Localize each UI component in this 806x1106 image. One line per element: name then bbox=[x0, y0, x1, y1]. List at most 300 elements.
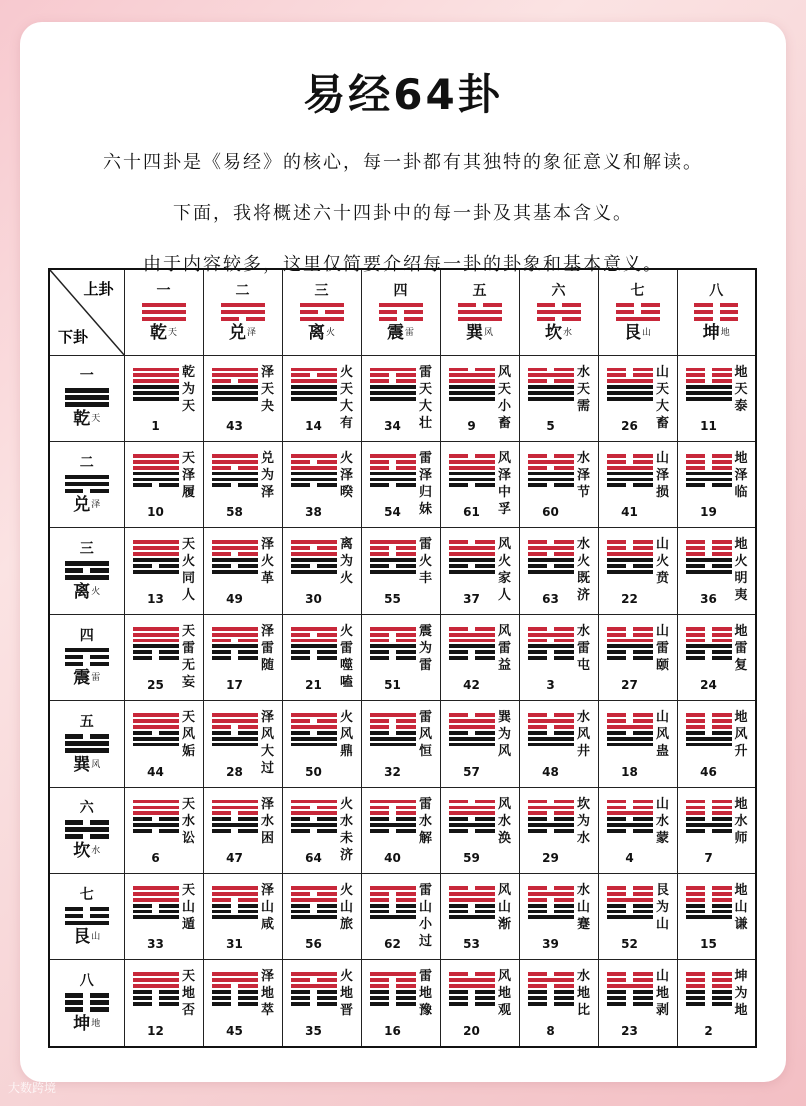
yang-line bbox=[370, 627, 416, 631]
yang-line bbox=[65, 482, 109, 487]
yin-line bbox=[686, 627, 732, 631]
trigram-char: 震 bbox=[73, 668, 91, 689]
yin-line bbox=[607, 627, 653, 631]
hexagram-cell bbox=[598, 528, 677, 614]
yin-line bbox=[686, 633, 732, 637]
trigram-symbol bbox=[616, 303, 660, 322]
yang-line bbox=[300, 303, 344, 308]
yang-line bbox=[291, 811, 337, 815]
yin-line bbox=[449, 990, 495, 994]
yang-line bbox=[370, 713, 416, 717]
yin-line bbox=[528, 886, 574, 890]
hexagram-number: 49 bbox=[226, 591, 243, 606]
yang-line bbox=[370, 570, 416, 574]
hexagram-symbol bbox=[528, 798, 574, 835]
yang-line bbox=[686, 385, 732, 389]
yin-line bbox=[133, 731, 179, 735]
hexagram-number: 63 bbox=[542, 591, 559, 606]
yang-line bbox=[133, 915, 179, 919]
hexagram-symbol bbox=[528, 625, 574, 662]
hexagram-cell bbox=[440, 787, 519, 873]
hexagram-number: 27 bbox=[621, 678, 638, 693]
upper-trigram-header bbox=[203, 269, 282, 355]
hexagram-name: 水风井 bbox=[576, 710, 590, 760]
hexagram-symbol bbox=[370, 711, 416, 748]
hexagram-name: 泽水困 bbox=[260, 796, 274, 846]
yang-line bbox=[291, 570, 337, 574]
hexagram-symbol bbox=[607, 970, 653, 1007]
yang-line bbox=[212, 546, 258, 550]
hexagram-symbol bbox=[133, 798, 179, 835]
yin-line bbox=[291, 806, 337, 810]
hexagram-cell bbox=[124, 787, 203, 873]
hexagram-cell bbox=[124, 441, 203, 527]
hexagram-number: 16 bbox=[384, 1024, 401, 1038]
hexagram-cell bbox=[282, 355, 361, 441]
yin-line bbox=[607, 656, 653, 660]
yin-line bbox=[694, 303, 738, 308]
trigram-element: 地 bbox=[91, 1018, 101, 1029]
table-row bbox=[49, 873, 756, 959]
trigram-symbol bbox=[300, 303, 344, 322]
hexagram-name: 泽山咸 bbox=[260, 882, 274, 932]
hexagram-name: 地雷复 bbox=[734, 623, 748, 673]
trigram-char: 离 bbox=[307, 323, 325, 343]
hexagram-symbol bbox=[607, 884, 653, 921]
yin-line bbox=[212, 904, 258, 908]
yin-line bbox=[449, 829, 495, 833]
yang-line bbox=[686, 391, 732, 395]
yin-line bbox=[449, 483, 495, 487]
yang-line bbox=[212, 472, 258, 476]
trigram-element: 地 bbox=[720, 328, 730, 338]
yin-line bbox=[370, 552, 416, 556]
yin-line bbox=[291, 1002, 337, 1006]
table-row bbox=[49, 960, 756, 1047]
yang-line bbox=[528, 892, 574, 896]
yin-line bbox=[607, 540, 653, 544]
yin-line bbox=[686, 540, 732, 544]
trigram-symbol bbox=[65, 648, 109, 667]
yin-line bbox=[449, 713, 495, 717]
yin-line bbox=[291, 650, 337, 654]
yin-line bbox=[528, 800, 574, 804]
hexagram-name: 风火家人 bbox=[497, 537, 511, 604]
yang-line bbox=[607, 570, 653, 574]
yin-line bbox=[212, 639, 258, 643]
yin-line bbox=[607, 892, 653, 896]
hexagram-number: 4 bbox=[625, 850, 634, 865]
trigram-symbol bbox=[65, 388, 109, 407]
trigram-char: 坤 bbox=[73, 1013, 91, 1034]
hexagram-symbol bbox=[212, 366, 258, 403]
yang-line bbox=[133, 633, 179, 637]
yin-line bbox=[449, 731, 495, 735]
yin-line bbox=[133, 996, 179, 1000]
hexagram-number: 44 bbox=[147, 764, 164, 779]
trigram-name bbox=[599, 324, 677, 342]
yin-line bbox=[370, 725, 416, 729]
yang-line bbox=[65, 648, 109, 653]
yang-line bbox=[212, 633, 258, 637]
yin-line bbox=[686, 466, 732, 470]
hexagram-cell bbox=[677, 873, 756, 959]
yang-line bbox=[528, 737, 574, 741]
yang-line bbox=[291, 627, 337, 631]
yin-line bbox=[221, 317, 265, 322]
yang-line bbox=[686, 823, 732, 827]
yin-line bbox=[686, 892, 732, 896]
hexagram-number: 35 bbox=[305, 1024, 322, 1038]
yin-line bbox=[65, 568, 109, 573]
hexagram-number: 50 bbox=[305, 764, 322, 779]
hexagram-number: 60 bbox=[542, 505, 559, 520]
yang-line bbox=[133, 725, 179, 729]
hexagram-number: 13 bbox=[147, 591, 164, 606]
yin-line bbox=[291, 978, 337, 982]
hexagram-cell bbox=[282, 614, 361, 700]
trigram-name bbox=[50, 496, 124, 514]
hexagram-symbol bbox=[370, 538, 416, 575]
hexagram-cell bbox=[124, 873, 203, 959]
yang-line bbox=[212, 454, 258, 458]
yang-line bbox=[291, 886, 337, 890]
yin-line bbox=[528, 904, 574, 908]
yang-line bbox=[212, 972, 258, 976]
yin-line bbox=[370, 460, 416, 464]
lower-trigram-header bbox=[49, 355, 124, 441]
hexagram-symbol bbox=[686, 884, 732, 921]
hexagram-number: 8 bbox=[546, 1024, 555, 1038]
yin-line bbox=[65, 1000, 109, 1005]
hexagram-cell bbox=[361, 787, 440, 873]
lower-trigram-header bbox=[49, 701, 124, 787]
trigram-symbol bbox=[142, 303, 186, 322]
hexagram-table bbox=[48, 268, 757, 1048]
hexagram-cell bbox=[124, 701, 203, 787]
hexagram-cell bbox=[361, 873, 440, 959]
hexagram-symbol bbox=[291, 798, 337, 835]
yang-line bbox=[449, 743, 495, 747]
lower-trigram-header bbox=[49, 614, 124, 700]
hexagram-number: 24 bbox=[700, 678, 717, 693]
yang-line bbox=[449, 639, 495, 643]
yang-line bbox=[379, 303, 423, 308]
yin-line bbox=[370, 892, 416, 896]
hexagram-name: 雷地豫 bbox=[418, 969, 432, 1019]
yang-line bbox=[370, 391, 416, 395]
yang-line bbox=[300, 317, 344, 322]
hexagram-cell bbox=[282, 960, 361, 1047]
hexagram-number: 39 bbox=[542, 937, 559, 952]
hexagram-name: 坎为水 bbox=[576, 796, 590, 846]
lower-trigram-header bbox=[49, 787, 124, 873]
yang-line bbox=[133, 972, 179, 976]
yang-line bbox=[212, 806, 258, 810]
hexagram-number: 40 bbox=[384, 850, 401, 865]
yin-line bbox=[370, 990, 416, 994]
yin-line bbox=[212, 990, 258, 994]
hexagram-name: 泽天夬 bbox=[260, 364, 274, 414]
yin-line bbox=[686, 725, 732, 729]
yin-line bbox=[528, 466, 574, 470]
yang-line bbox=[370, 972, 416, 976]
hexagram-cell bbox=[440, 355, 519, 441]
yin-line bbox=[607, 373, 653, 377]
trigram-name bbox=[50, 583, 124, 601]
trigram-char: 艮 bbox=[623, 323, 641, 343]
yin-line bbox=[65, 734, 109, 739]
yin-line bbox=[607, 996, 653, 1000]
hexagram-cell bbox=[124, 528, 203, 614]
yin-line bbox=[370, 639, 416, 643]
yang-line bbox=[686, 743, 732, 747]
yin-line bbox=[607, 800, 653, 804]
hexagram-name: 离为火 bbox=[339, 537, 353, 587]
upper-trigram-header bbox=[598, 269, 677, 355]
hexagram-symbol bbox=[370, 798, 416, 835]
trigram-name bbox=[50, 1015, 124, 1033]
yin-line bbox=[686, 829, 732, 833]
yin-line bbox=[370, 719, 416, 723]
yin-line bbox=[65, 1007, 109, 1012]
hexagram-symbol bbox=[449, 366, 495, 403]
yin-line bbox=[300, 310, 344, 315]
hexagram-cell bbox=[203, 787, 282, 873]
yang-line bbox=[133, 540, 179, 544]
hexagram-symbol bbox=[370, 452, 416, 489]
yang-line bbox=[291, 725, 337, 729]
hexagram-name: 天雷无妄 bbox=[181, 623, 195, 690]
yin-line bbox=[370, 1002, 416, 1006]
yin-line bbox=[212, 379, 258, 383]
yang-line bbox=[133, 472, 179, 476]
upper-trigram-header bbox=[361, 269, 440, 355]
hexagram-symbol bbox=[370, 884, 416, 921]
hexagram-name: 乾为天 bbox=[181, 364, 195, 414]
yang-line bbox=[528, 558, 574, 562]
yin-line bbox=[607, 990, 653, 994]
yin-line bbox=[686, 650, 732, 654]
hexagram-number: 23 bbox=[621, 1024, 638, 1038]
hexagram-cell bbox=[203, 528, 282, 614]
hexagram-number: 10 bbox=[147, 505, 164, 520]
trigram-char: 坤 bbox=[702, 323, 720, 343]
yin-line bbox=[133, 483, 179, 487]
yang-line bbox=[133, 644, 179, 648]
yin-line bbox=[528, 639, 574, 643]
yin-line bbox=[449, 650, 495, 654]
yang-line bbox=[449, 570, 495, 574]
hexagram-number: 25 bbox=[147, 678, 164, 693]
yin-line bbox=[449, 368, 495, 372]
yang-line bbox=[65, 388, 109, 393]
trigram-char: 艮 bbox=[73, 927, 91, 948]
hexagram-number: 47 bbox=[226, 850, 243, 865]
yin-line bbox=[686, 639, 732, 643]
yang-line bbox=[133, 984, 179, 988]
yang-line bbox=[142, 317, 186, 322]
yin-line bbox=[212, 984, 258, 988]
hexagram-symbol bbox=[291, 625, 337, 662]
yin-line bbox=[528, 540, 574, 544]
yang-line bbox=[65, 561, 109, 566]
hexagram-name: 水地比 bbox=[576, 969, 590, 1019]
hexagram-cell bbox=[361, 528, 440, 614]
yin-line bbox=[370, 910, 416, 914]
yang-line bbox=[607, 644, 653, 648]
hexagram-name: 水泽节 bbox=[576, 450, 590, 500]
trigram-symbol bbox=[221, 303, 265, 322]
yin-line bbox=[212, 564, 258, 568]
hexagram-symbol bbox=[291, 366, 337, 403]
hexagram-name: 火水未济 bbox=[339, 796, 353, 863]
yin-line bbox=[133, 904, 179, 908]
trigram-symbol bbox=[694, 303, 738, 322]
yin-line bbox=[607, 886, 653, 890]
yin-line bbox=[291, 373, 337, 377]
yang-line bbox=[449, 892, 495, 896]
hexagram-cell bbox=[124, 355, 203, 441]
yin-line bbox=[528, 811, 574, 815]
yin-line bbox=[528, 656, 574, 660]
yin-line bbox=[607, 829, 653, 833]
yin-line bbox=[686, 996, 732, 1000]
trigram-number: 六 bbox=[551, 282, 566, 299]
yang-line bbox=[212, 460, 258, 464]
yang-line bbox=[607, 915, 653, 919]
yin-line bbox=[694, 317, 738, 322]
hexagram-name: 水山蹇 bbox=[576, 882, 590, 932]
yang-line bbox=[291, 391, 337, 395]
yang-line bbox=[528, 478, 574, 482]
hexagram-number: 54 bbox=[384, 505, 401, 520]
trigram-number: 八 bbox=[709, 282, 724, 299]
hexagram-name: 泽火革 bbox=[260, 537, 274, 587]
hexagram-number: 64 bbox=[305, 850, 322, 865]
yin-line bbox=[607, 460, 653, 464]
hexagram-symbol bbox=[528, 711, 574, 748]
lower-trigram-header bbox=[49, 441, 124, 527]
hexagram-name: 天泽履 bbox=[181, 450, 195, 500]
yang-line bbox=[212, 892, 258, 896]
yin-line bbox=[212, 829, 258, 833]
yin-line bbox=[65, 834, 109, 839]
yang-line bbox=[370, 397, 416, 401]
hexagram-cell bbox=[440, 441, 519, 527]
trigram-number: 八 bbox=[79, 973, 94, 990]
yang-line bbox=[449, 633, 495, 637]
yang-line bbox=[291, 558, 337, 562]
lower-trigram-label: 下卦 bbox=[58, 327, 89, 346]
yin-line bbox=[607, 972, 653, 976]
yin-line bbox=[379, 310, 423, 315]
hexagram-name: 风山渐 bbox=[497, 882, 511, 932]
yin-line bbox=[65, 914, 109, 919]
hexagram-symbol bbox=[449, 798, 495, 835]
hexagram-cell bbox=[677, 528, 756, 614]
yang-line bbox=[65, 748, 109, 753]
hexagram-number: 18 bbox=[621, 764, 638, 779]
hexagram-number: 12 bbox=[147, 1024, 164, 1038]
yang-line bbox=[291, 540, 337, 544]
yang-line bbox=[607, 984, 653, 988]
trigram-char: 巽 bbox=[465, 323, 483, 343]
yang-line bbox=[607, 558, 653, 562]
yang-line bbox=[133, 391, 179, 395]
yin-line bbox=[694, 310, 738, 315]
yin-line bbox=[370, 904, 416, 908]
hexagram-number: 20 bbox=[463, 1024, 480, 1038]
yang-line bbox=[607, 385, 653, 389]
hexagram-cell bbox=[282, 441, 361, 527]
yang-line bbox=[212, 978, 258, 982]
yin-line bbox=[686, 483, 732, 487]
hexagram-symbol bbox=[212, 538, 258, 575]
yin-line bbox=[370, 898, 416, 902]
yang-line bbox=[133, 713, 179, 717]
yin-line bbox=[212, 725, 258, 729]
yang-line bbox=[528, 391, 574, 395]
trigram-name bbox=[678, 324, 756, 342]
yin-line bbox=[607, 910, 653, 914]
hexagram-number: 17 bbox=[226, 678, 243, 693]
yang-line bbox=[291, 472, 337, 476]
yang-line bbox=[133, 737, 179, 741]
yin-line bbox=[528, 731, 574, 735]
yang-line bbox=[528, 570, 574, 574]
hexagram-cell bbox=[440, 873, 519, 959]
trigram-char: 乾 bbox=[73, 408, 91, 429]
yang-line bbox=[291, 823, 337, 827]
hexagram-name: 山水蒙 bbox=[655, 796, 669, 846]
hexagram-number: 32 bbox=[384, 764, 401, 779]
yin-line bbox=[379, 317, 423, 322]
yang-line bbox=[142, 310, 186, 315]
yin-line bbox=[607, 633, 653, 637]
hexagram-name: 风雷益 bbox=[497, 623, 511, 673]
hexagram-number: 57 bbox=[463, 764, 480, 779]
trigram-char: 震 bbox=[386, 323, 404, 343]
yang-line bbox=[291, 984, 337, 988]
yin-line bbox=[291, 904, 337, 908]
trigram-symbol bbox=[379, 303, 423, 322]
yin-line bbox=[291, 829, 337, 833]
trigram-symbol bbox=[458, 303, 502, 322]
yang-line bbox=[212, 385, 258, 389]
yang-line bbox=[449, 391, 495, 395]
yin-line bbox=[370, 466, 416, 470]
yang-line bbox=[607, 743, 653, 747]
yang-line bbox=[65, 827, 109, 832]
yang-line bbox=[607, 397, 653, 401]
yang-line bbox=[449, 644, 495, 648]
yang-line bbox=[65, 921, 109, 926]
yang-line bbox=[212, 478, 258, 482]
table-row bbox=[49, 787, 756, 873]
yang-line bbox=[370, 368, 416, 372]
yang-line bbox=[133, 373, 179, 377]
yang-line bbox=[449, 466, 495, 470]
yin-line bbox=[686, 373, 732, 377]
yang-line bbox=[133, 552, 179, 556]
yang-line bbox=[449, 823, 495, 827]
hexagram-name: 天火同人 bbox=[181, 537, 195, 604]
yang-line bbox=[133, 823, 179, 827]
yin-line bbox=[537, 303, 581, 308]
upper-trigram-header bbox=[519, 269, 598, 355]
yin-line bbox=[686, 972, 732, 976]
